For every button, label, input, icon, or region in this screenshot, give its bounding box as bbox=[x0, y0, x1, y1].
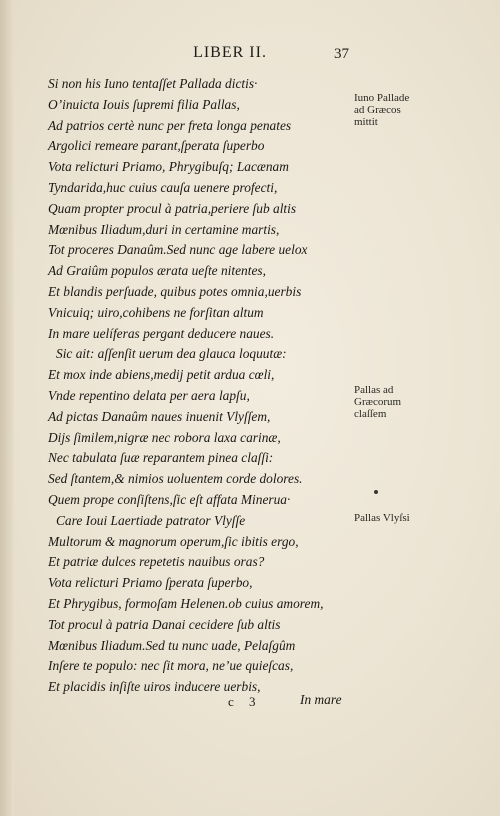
verse-line: In mare uelíferas pergant deducere naues. bbox=[48, 325, 275, 341]
verse-line: Si non his Iuno tentaſſet Pallada dictis· bbox=[48, 76, 258, 91]
marginal-note-line: ad Græcos bbox=[354, 104, 401, 116]
margin-dot-mark bbox=[374, 490, 378, 494]
marginal-note-line: Pallas Vlyſsi bbox=[354, 512, 410, 524]
verse-text-block bbox=[48, 74, 323, 698]
verse-line: Tot procul à patria Danai cecidere ſub altis bbox=[48, 616, 281, 632]
page-gutter-shadow bbox=[0, 0, 14, 816]
marginal-note-line: Græcorum bbox=[354, 396, 402, 408]
verse-line: Quam propter procul à patria,periere ſub altis bbox=[48, 200, 297, 216]
verse-line: Ad Graiûm populos ærata ueſte nitentes, bbox=[48, 263, 266, 279]
verse-line: Vnicuiq; uiro,cohibens ne forſitan altum bbox=[48, 304, 264, 320]
marginal-note bbox=[354, 512, 410, 524]
verse-line: Ad patrios certè nunc per freta longa penates bbox=[48, 117, 292, 133]
verse-line: Et mox inde abiens,medij petit ardua cœli, bbox=[48, 367, 275, 383]
verse-line: Inſere te populo: nec ſit mora, ne’ue quieſcas, bbox=[48, 658, 294, 674]
verse-line: Argolici remeare parant,ſperata ſuperbo bbox=[48, 138, 265, 154]
verse-line: Vota relicturi Priamo, Phrygibuſq; Lacænam bbox=[48, 159, 289, 175]
marginal-note-line: Pallas ad bbox=[354, 384, 394, 396]
marginal-note-line: mittit bbox=[354, 116, 378, 128]
verse-line: Dijs ſimilem,nigræ nec robora laxa carinæ, bbox=[48, 429, 281, 445]
verse-line: Multorum & magnorum operum,ſic ibitis ergo, bbox=[48, 533, 299, 549]
verse-line: Tyndarida,huc cuius cauſa uenere profecti, bbox=[48, 179, 278, 195]
verse-line: Nec tabulata ſuæ reparantem pinea claſſi: bbox=[48, 450, 274, 466]
marginal-note bbox=[354, 384, 401, 420]
verse-line: Et blandis perſuade, quibus potes omnia,uerbis bbox=[48, 283, 302, 299]
marginal-note-line: Iuno Pallade bbox=[354, 92, 410, 104]
verse-line: Mœnibus Iliadum,duri in certamine martis, bbox=[48, 221, 280, 237]
verse-line: Ad pictas Danaûm naues inuenit Vlyſſem, bbox=[48, 408, 271, 424]
verse-line: Mœnibus Iliadum.Sed tu nunc uade, Pelaſgûm bbox=[48, 637, 296, 653]
verse-line: Sic ait: aſſenſit uerum dea glauca loquutæ: bbox=[56, 346, 287, 362]
verse-line: Vnde repentino delata per aera lapſu, bbox=[48, 387, 250, 403]
verse-line: Vota relicturi Priamo ſperata ſuperbo, bbox=[48, 575, 253, 591]
verse-line: Et placidis inſiſte uiros inducere uerbis, bbox=[48, 679, 261, 695]
verse-line: O’inuicta Iouis ſupremi filia Pallas, bbox=[48, 96, 240, 112]
verse-line: Sed ſtantem,& nimios uoluentem corde dolores. bbox=[48, 471, 303, 487]
verse-line: Et patriæ dulces repetetis nauibus oras? bbox=[48, 554, 265, 570]
running-head: LIBER II. bbox=[193, 44, 267, 61]
marginal-note-line: claſſem bbox=[354, 408, 387, 420]
marginal-note bbox=[354, 92, 409, 128]
catchword: In mare bbox=[300, 692, 342, 707]
verse-line: Tot proceres Danaûm.Sed nunc age labere uelox bbox=[48, 242, 308, 258]
signature-mark: c 3 bbox=[228, 694, 262, 709]
verse-line: Et Phrygibus, formoſam Helenen.ob cuius amorem, bbox=[48, 595, 324, 611]
verse-line: Quem prope conſiſtens,ſic eſt affata Minerua· bbox=[48, 491, 291, 507]
verse-line: Care Ioui Laertiade patrator Vlyſſe bbox=[56, 512, 246, 528]
page-number: 37 bbox=[334, 46, 349, 62]
